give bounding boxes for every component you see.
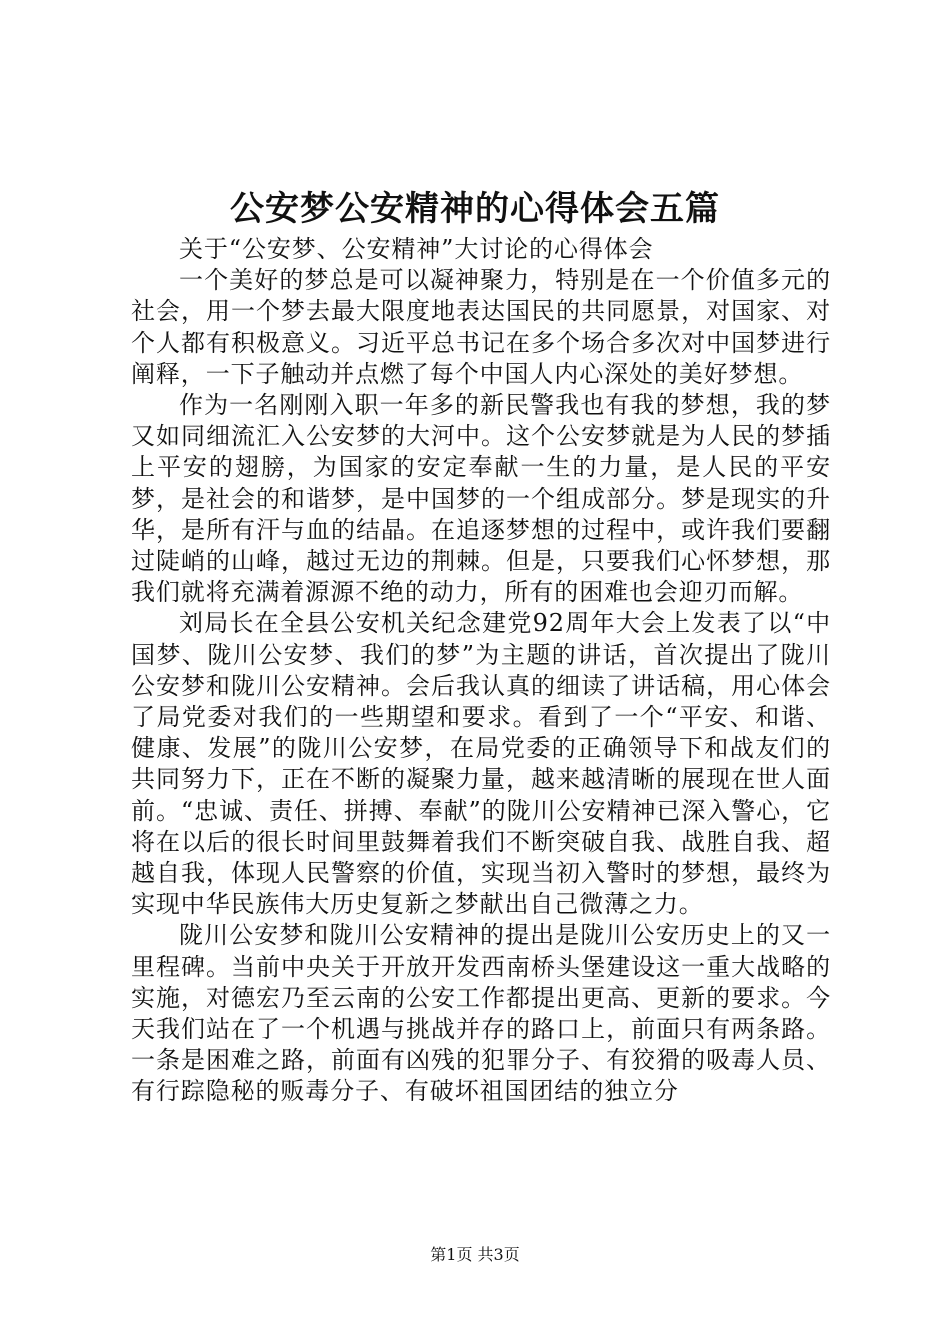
page-title: 公安梦公安精神的心得体会五篇 bbox=[230, 189, 720, 229]
document-body bbox=[131, 234, 831, 1108]
paragraph: 作为一名刚刚入职一年多的新民警我也有我的梦想，我的梦又如同细流汇入公安梦的大河中。这个公安梦就是为人民的梦插上平安的翅膀，为国家的安定奉献一生的力量，是人民的平安梦，是社会的和谐梦，是中国梦的一个组成部分。梦是现实的升华，是所有汗与血的结晶。在追逐梦想的过程中，或许我们要翻过陡峭的山峰，越过无边的荆棘。但是，只要我们心怀梦想，那我们就将充满着源源不绝的动力，所有的困难也会迎刃而解。 bbox=[131, 391, 831, 607]
paragraph: 陇川公安梦和陇川公安精神的提出是陇川公安历史上的又一里程碑。当前中央关于开放开发西南桥头堡建设这一重大战略的实施，对德宏乃至云南的公安工作都提出更高、更新的要求。今天我们站在了一个机遇与挑战并存的路口上，前面只有两条路。一条是困难之路，前面有凶残的犯罪分子、有狡猾的吸毒人员、有行踪隐秘的贩毒分子、有破坏祖国团结的独立分 bbox=[131, 921, 831, 1106]
paragraph: 刘局长在全县公安机关纪念建党92周年大会上发表了以“中国梦、陇川公安梦、我们的梦”为主题的讲话，首次提出了陇川公安梦和陇川公安精神。会后我认真的细读了讲话稿，用心体会了局党委对我们的一些期望和要求。看到了一个“平安、和谐、健康、发展”的陇川公安梦，在局党委的正确领导下和战友们的共同努力下，正在不断的凝聚力量，越来越清晰的展现在世人面前。“忠诚、责任、拼搏、奉献”的陇川公安精神已深入警心，它将在以后的很长时间里鼓舞着我们不断突破自我、战胜自我、超越自我，体现人民警察的价值，实现当初入警时的梦想，最终为实现中华民族伟大历史复新之梦献出自己微薄之力。 bbox=[131, 609, 831, 919]
paragraph: 一个美好的梦总是可以凝神聚力，特别是在一个价值多元的社会，用一个梦去最大限度地表达国民的共同愿景，对国家、对个人都有积极意义。习近平总书记在多个场合多次对中国梦进行阐释，一下子触动并点燃了每个中国人内心深处的美好梦想。 bbox=[131, 266, 831, 388]
paragraph-subtitle: 关于“公安梦、公安精神”大讨论的心得体会 bbox=[179, 235, 654, 263]
page-number-footer: 第1页 共3页 bbox=[430, 1245, 520, 1264]
